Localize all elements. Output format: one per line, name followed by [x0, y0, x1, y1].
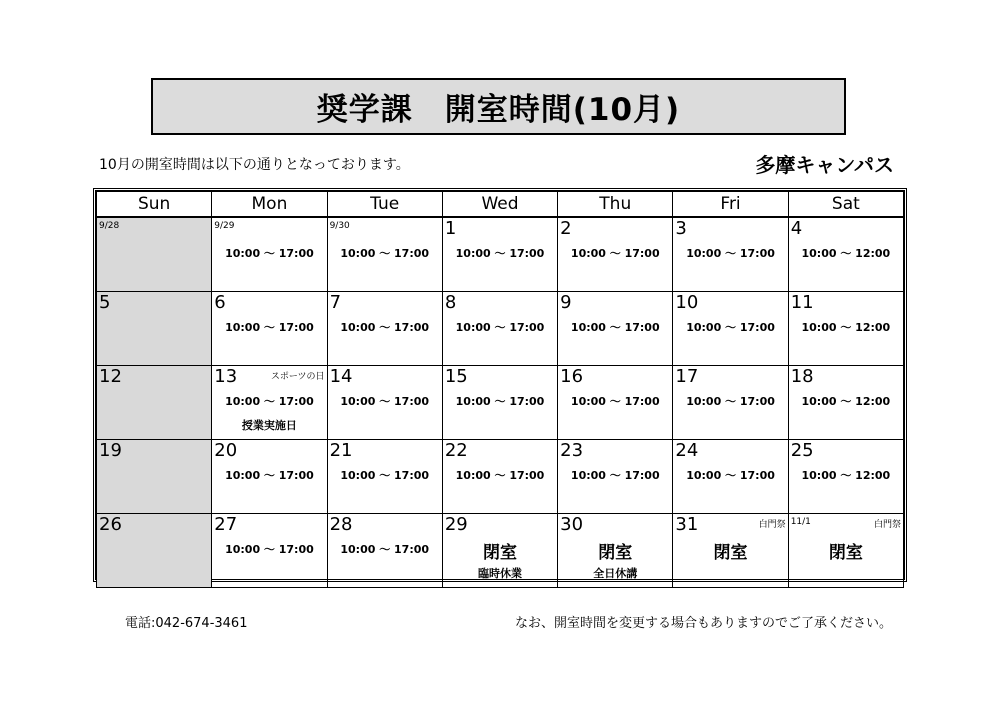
day-number: 13 [214, 366, 238, 387]
day-number: 28 [329, 514, 353, 535]
closed-label: 閉室 [482, 543, 517, 563]
day-cell [788, 292, 903, 366]
opening-hours: 10:00 ～ 17:00 [686, 321, 775, 334]
opening-hours: 10:00 ～ 12:00 [801, 247, 891, 260]
day-number: 11/1 [790, 517, 811, 527]
day-number: 15 [444, 366, 468, 387]
day-number: 8 [444, 292, 457, 313]
opening-hours: 10:00 ～ 12:00 [801, 395, 891, 408]
day-note: 白門祭 [873, 520, 901, 530]
opening-hours: 10:00 ～ 17:00 [570, 469, 660, 482]
day-number: 18 [790, 366, 814, 387]
opening-hours: 10:00 ～ 17:00 [225, 543, 314, 556]
calendar-table [96, 191, 904, 588]
day-number: 14 [329, 366, 353, 387]
opening-hours: 10:00 ～ 17:00 [570, 395, 660, 408]
day-number: 1 [444, 218, 457, 239]
opening-hours: 10:00 ～ 17:00 [225, 395, 314, 408]
subtitle: 10月の開室時間は以下の通りとなっております。 [99, 157, 410, 173]
opening-hours: 10:00 ～ 12:00 [801, 469, 891, 482]
day-number: 31 [675, 514, 699, 535]
week-row [97, 292, 904, 366]
weekday-fri: Fri [673, 192, 788, 218]
day-number: 6 [214, 292, 226, 313]
day-cell [97, 440, 212, 514]
day-cell [558, 440, 673, 514]
day-cell [788, 514, 903, 588]
day-cell [212, 440, 327, 514]
day-number: 3 [675, 218, 687, 239]
day-cell [327, 217, 442, 292]
day-cell [212, 366, 327, 440]
weekday-mon: Mon [212, 192, 327, 218]
weekday-header-row [97, 192, 904, 218]
day-remark: 全日休講 [593, 567, 638, 580]
day-number: 19 [99, 440, 122, 461]
notice-text: なお、開室時間を変更する場合もありますのでご了承ください。 [514, 616, 892, 631]
day-cell [788, 217, 903, 292]
day-cell [327, 440, 442, 514]
day-number: 20 [214, 440, 238, 461]
opening-hours: 10:00 ～ 12:00 [801, 321, 891, 334]
day-cell [558, 292, 673, 366]
day-number: 4 [790, 218, 803, 239]
phone-number: 電話:042-674-3461 [125, 616, 248, 631]
weekday-thu: Thu [558, 192, 673, 218]
weekday-wed: Wed [442, 192, 557, 218]
opening-hours: 10:00 ～ 17:00 [225, 469, 314, 482]
opening-hours: 10:00 ～ 17:00 [686, 247, 775, 260]
week-row [97, 440, 904, 514]
opening-hours: 10:00 ～ 17:00 [570, 321, 660, 334]
opening-hours: 10:00 ～ 17:00 [455, 321, 545, 334]
opening-hours: 10:00 ～ 17:00 [455, 247, 545, 260]
week-row [97, 217, 904, 292]
day-cell [673, 217, 788, 292]
day-number: 5 [99, 292, 111, 313]
day-number: 11 [790, 292, 814, 313]
opening-hours: 10:00 ～ 17:00 [686, 395, 775, 408]
day-number: 2 [560, 218, 572, 239]
day-number: 26 [99, 514, 122, 535]
page-title: 奨学課 開室時間(10月) [316, 92, 681, 128]
week-row [97, 514, 904, 588]
day-number: 27 [214, 514, 238, 535]
opening-hours: 10:00 ～ 17:00 [225, 247, 314, 260]
day-cell [97, 366, 212, 440]
weekday-tue: Tue [327, 192, 442, 218]
day-number: 9/29 [214, 221, 235, 231]
day-cell [558, 366, 673, 440]
day-cell [327, 292, 442, 366]
day-cell [442, 440, 557, 514]
day-cell [97, 292, 212, 366]
day-number: 12 [99, 366, 122, 387]
day-cell [97, 514, 212, 588]
day-cell [442, 292, 557, 366]
day-cell [212, 217, 327, 292]
day-number: 9/28 [99, 221, 120, 231]
day-cell [212, 292, 327, 366]
day-cell [442, 217, 557, 292]
day-cell [558, 217, 673, 292]
day-number: 22 [444, 440, 468, 461]
opening-hours: 10:00 ～ 17:00 [686, 469, 775, 482]
day-cell [442, 514, 557, 588]
day-number: 23 [560, 440, 584, 461]
day-cell [673, 440, 788, 514]
day-cell [97, 217, 212, 292]
weekday-sun: Sun [97, 192, 212, 218]
day-cell [788, 366, 903, 440]
opening-hours: 10:00 ～ 17:00 [570, 247, 660, 260]
day-cell [212, 514, 327, 588]
day-note: 白門祭 [758, 520, 786, 530]
day-number: 9/30 [329, 221, 350, 231]
opening-hours: 10:00 ～ 17:00 [455, 395, 545, 408]
day-cell [673, 514, 788, 588]
day-cell [673, 292, 788, 366]
closed-label: 閉室 [828, 543, 863, 563]
day-cell [788, 440, 903, 514]
day-cell [327, 514, 442, 588]
day-cell [442, 366, 557, 440]
closed-label: 閉室 [598, 543, 633, 563]
calendar [93, 188, 907, 582]
weekday-sat: Sat [788, 192, 903, 218]
day-number: 30 [560, 514, 584, 535]
day-remark: 臨時休業 [477, 567, 522, 580]
opening-hours: 10:00 ～ 17:00 [340, 321, 430, 334]
day-cell [558, 514, 673, 588]
closed-label: 閉室 [713, 543, 748, 563]
day-number: 7 [329, 292, 342, 313]
day-number: 25 [790, 440, 814, 461]
campus-name: 多摩キャンパス [755, 153, 894, 177]
opening-hours: 10:00 ～ 17:00 [340, 247, 430, 260]
opening-hours: 10:00 ～ 17:00 [340, 469, 430, 482]
day-number: 24 [675, 440, 699, 461]
day-number: 9 [560, 292, 572, 313]
day-cell [673, 366, 788, 440]
day-number: 17 [675, 366, 699, 387]
day-remark: 授業実施日 [241, 419, 297, 432]
day-number: 29 [444, 514, 468, 535]
week-row [97, 366, 904, 440]
day-number: 21 [329, 440, 353, 461]
opening-hours: 10:00 ～ 17:00 [455, 469, 545, 482]
opening-hours: 10:00 ～ 17:00 [340, 543, 430, 556]
day-number: 10 [675, 292, 699, 313]
title-box [151, 78, 846, 135]
calendar-body [97, 217, 904, 588]
day-cell [327, 366, 442, 440]
day-note: スポーツの日 [270, 372, 325, 382]
day-number: 16 [560, 366, 584, 387]
opening-hours: 10:00 ～ 17:00 [340, 395, 430, 408]
opening-hours: 10:00 ～ 17:00 [225, 321, 314, 334]
